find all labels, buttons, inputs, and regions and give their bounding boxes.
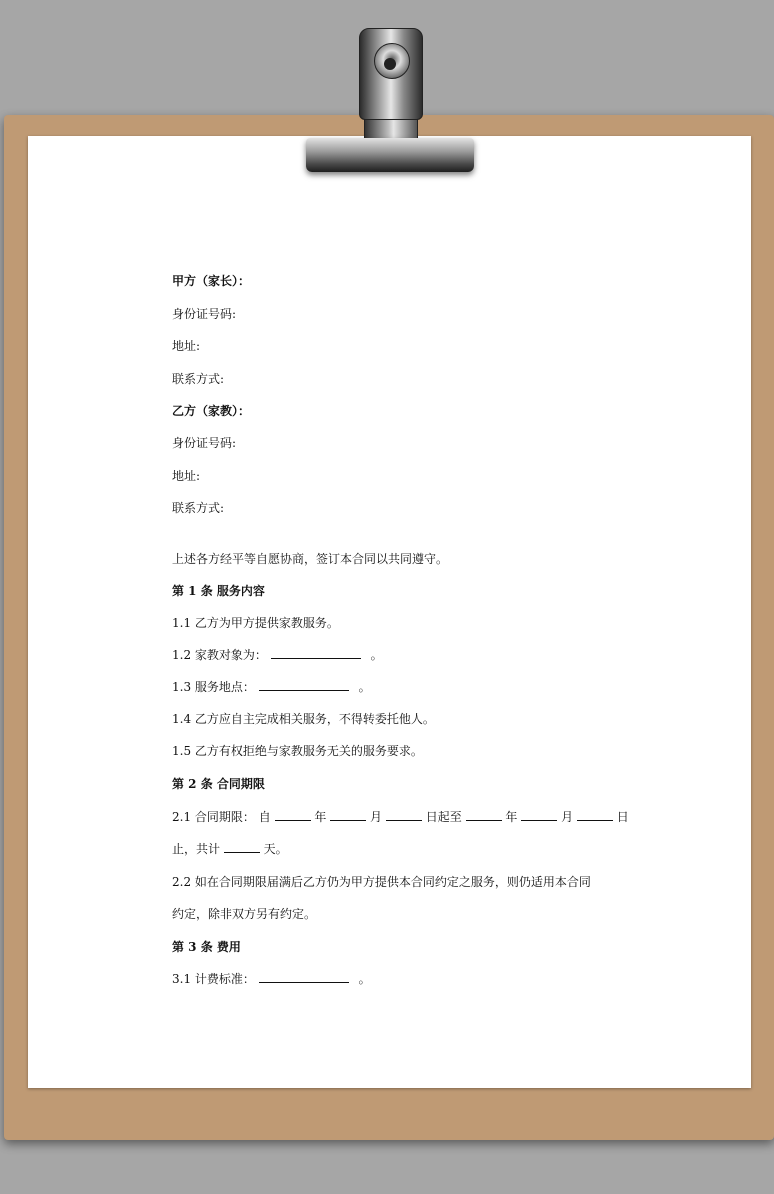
party-b-id-label: 身份证号码: [172, 436, 237, 450]
clause-3-1-end: 。 [358, 972, 371, 986]
start-month-unit: 月 [370, 810, 383, 824]
clause-2-2-line-2: 约定，除非双方另有约定。 [172, 907, 317, 921]
clause-1-3 [172, 678, 371, 695]
clause-1-2-blank[interactable] [271, 648, 361, 659]
clause-3-1 [172, 970, 371, 987]
article-3-title: 第 3 条 费用 [172, 940, 241, 954]
clause-2-1-total [172, 840, 288, 857]
clause-1-4: 1.4 乙方应自主完成相关服务，不得转委托他人。 [172, 712, 435, 726]
start-year-blank[interactable] [275, 810, 311, 821]
party-a-heading: 甲方（家长）： [172, 274, 251, 288]
party-a-id-label: 身份证号码: [172, 307, 237, 321]
party-a-address-label: 地址: [172, 339, 201, 353]
start-month-blank[interactable] [330, 810, 366, 821]
clause-1-3-end: 。 [358, 680, 371, 694]
clip-base [306, 138, 474, 172]
end-day-blank[interactable] [577, 810, 613, 821]
total-prefix: 止，共计 [172, 842, 221, 856]
party-b-heading: 乙方（家教）： [172, 404, 251, 418]
clause-3-1-blank[interactable] [259, 972, 349, 983]
clause-2-1-label: 2.1 合同期限： 自 [172, 810, 271, 824]
start-day-blank[interactable] [386, 810, 422, 821]
start-day-unit: 日起至 [425, 810, 462, 824]
article-1-title: 第 1 条 服务内容 [172, 584, 265, 598]
end-month-blank[interactable] [521, 810, 557, 821]
total-days-blank[interactable] [224, 842, 260, 853]
clause-2-2-line-1: 2.2 如在合同期限届满后乙方仍为甲方提供本合同约定之服务，则仍适用本合同 [172, 875, 591, 889]
clause-2-1 [172, 808, 629, 825]
end-year-blank[interactable] [466, 810, 502, 821]
clause-1-3-label: 1.3 服务地点： [172, 680, 255, 694]
clip-hole [384, 58, 396, 70]
clause-3-1-label: 3.1 计费标准： [172, 972, 255, 986]
start-year-unit: 年 [314, 810, 327, 824]
article-2-title: 第 2 条 合同期限 [172, 777, 265, 791]
document-paper [28, 136, 751, 1088]
party-b-contact-label: 联系方式: [172, 501, 225, 515]
end-year-unit: 年 [505, 810, 518, 824]
clause-1-2-label: 1.2 家教对象为： [172, 648, 267, 662]
total-suffix: 天。 [263, 842, 288, 856]
end-month-unit: 月 [561, 810, 574, 824]
clause-1-3-blank[interactable] [259, 680, 349, 691]
party-b-address-label: 地址: [172, 469, 201, 483]
clause-1-2-end: 。 [370, 648, 383, 662]
clause-1-5: 1.5 乙方有权拒绝与家教服务无关的服务要求。 [172, 744, 423, 758]
intro-text: 上述各方经平等自愿协商，签订本合同以共同遵守。 [172, 552, 449, 566]
end-day-unit: 日 [616, 810, 629, 824]
clause-1-1: 1.1 乙方为甲方提供家教服务。 [172, 616, 339, 630]
clause-1-2 [172, 646, 383, 663]
party-a-contact-label: 联系方式: [172, 372, 225, 386]
binder-clip-icon [359, 28, 423, 120]
